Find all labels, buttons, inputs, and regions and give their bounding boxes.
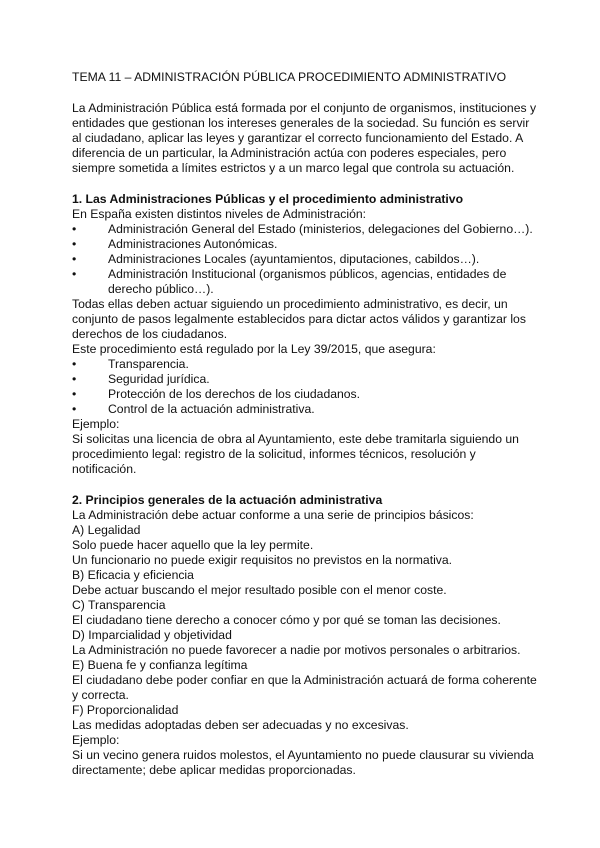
list-item: • Seguridad jurídica. [72,372,210,386]
section-2 [72,493,540,778]
principle-text: Solo puede hacer aquello que la ley permite. [72,538,314,552]
intro-paragraph: La Administración Pública está formada por el conjunto de organismos, instituciones y entidades que gestionan los intereses generales de la sociedad. Su función es servir al ciudadano, aplicar las leyes y garantizar el correcto funcionamiento del Estado. A diferencia de un particular, la Administración actúa con poderes especiales, pero siempre sometida a límites estrictos y a un marco legal que controla su actuación. [72,101,537,175]
list-item: • Administraciones Locales (ayuntamientos, diputaciones, cabildos…). [72,252,480,266]
principle-label: D) Imparcialidad y objetividad [72,628,232,642]
section-1-example-text: Si solicitas una licencia de obra al Ayuntamiento, este debe tramitarla siguiendo un procedimiento legal: registro de la solicitud, informes técnicos, resolución y notificación. [72,432,519,476]
section-1-paragraph-2: Todas ellas deben actuar siguiendo un procedimiento administrativo, es decir, un conjunto de pasos legalmente establecidos para dictar actos válidos y garantizar los derechos de los ciudadanos. [72,297,526,341]
principle-label: C) Transparencia [72,598,166,612]
bullet-icon: • [72,222,77,236]
principle-label: E) Buena fe y confianza legítima [72,658,248,672]
principle-text: El ciudadano debe poder confiar en que la Administración actuará de forma coherente y correcta. [72,673,537,702]
document-title: TEMA 11 – ADMINISTRACIÓN PÚBLICA PROCEDIMIENTO ADMINISTRATIVO [72,70,507,84]
bullet-icon: • [72,267,77,281]
section-2-lead: La Administración debe actuar conforme a una serie de principios básicos: [72,508,474,522]
principle-label: A) Legalidad [72,523,141,537]
list-item: • Administración General del Estado (ministerios, delegaciones del Gobierno…). [72,222,533,236]
bullet-icon: • [72,357,77,371]
section-1-paragraph-3: Este procedimiento está regulado por la Ley 39/2015, que asegura: [72,342,436,356]
principle-text: Las medidas adoptadas deben ser adecuadas y no excesivas. [72,718,409,732]
list-item: • Administraciones Autonómicas. [72,237,278,251]
section-1-heading: 1. Las Administraciones Públicas y el procedimiento administrativo [72,192,464,206]
section-2-example-label: Ejemplo: [72,733,120,747]
principle-text: Debe actuar buscando el mejor resultado posible con el menor coste. [72,583,447,597]
administration-levels-list [72,222,540,297]
bullet-icon: • [72,252,77,266]
bullet-icon: • [72,387,77,401]
bullet-icon: • [72,237,77,251]
principle-text: El ciudadano tiene derecho a conocer cómo y por qué se toman las decisiones. [72,613,501,627]
principle-label: B) Eficacia y eficiencia [72,568,194,582]
section-1-lead: En España existen distintos niveles de Administración: [72,207,367,221]
list-item: • Transparencia. [72,357,189,371]
principle-text: La Administración no puede favorecer a nadie por motivos personales o arbitrarios. [72,643,521,657]
guarantees-list [72,357,540,417]
list-item: • Control de la actuación administrativa. [72,402,315,416]
section-1 [72,192,540,477]
list-item: • Protección de los derechos de los ciudadanos. [72,387,361,401]
list-item: • Administración Institucional (organismos públicos, agencias, entidades de derecho público…). [72,267,507,296]
principle-label: F) Proporcionalidad [72,703,179,717]
bullet-icon: • [72,372,77,386]
section-2-heading: 2. Principios generales de la actuación administrativa [72,493,383,507]
section-2-example-text: Si un vecino genera ruidos molestos, el Ayuntamiento no puede clausurar su vivienda directamente; debe aplicar medidas proporcionadas. [72,748,534,777]
bullet-icon: • [72,402,77,416]
principle-text: Un funcionario no puede exigir requisitos no previstos en la normativa. [72,553,453,567]
section-1-example-label: Ejemplo: [72,417,120,431]
